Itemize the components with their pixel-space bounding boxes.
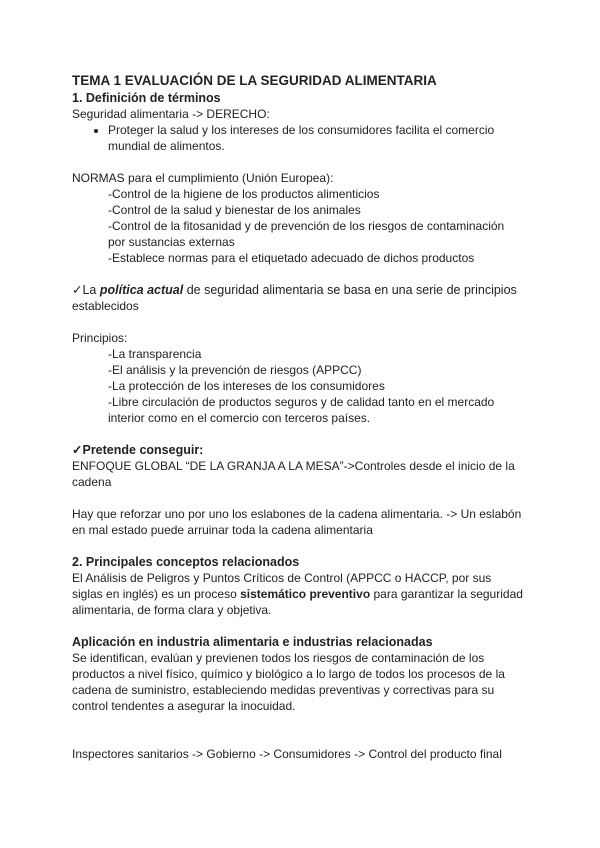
reforzar-line: Hay que reforzar uno por uno los eslabones de la cadena alimentaria. -> Un eslabón: [72, 507, 522, 521]
reforzar-line-cont: en mal estado puede arruinar toda la cadena alimentaria: [72, 523, 373, 537]
aplicacion-line: cadena de suministro, estableciendo medidas preventivas y correctivas para su: [72, 683, 495, 697]
list-item: -La protección de los intereses de los consumidores: [108, 379, 385, 393]
politica-paragraph-cont: establecidos: [72, 299, 139, 313]
document-title: TEMA 1 EVALUACIÓN DE LA SEGURIDAD ALIMENTARIA: [72, 73, 437, 88]
list-item: -Control de la higiene de los productos alimenticios: [108, 187, 380, 201]
list-item: interior como en el comercio con terceros países.: [108, 411, 371, 425]
aplicacion-line: productos a nivel físico, químico y biológico a lo largo de todos los procesos de la: [72, 667, 505, 681]
document-page: [72, 72, 532, 762]
list-item: -La transparencia: [108, 347, 202, 361]
normas-intro: NORMAS para el cumplimiento (Unión Europea):: [72, 171, 334, 185]
bullet-list: [72, 122, 532, 154]
check-icon: ✓: [72, 283, 83, 297]
check-icon: ✓: [72, 443, 83, 457]
aplicacion-line: control tendentes a asegurar la inocuidad.: [72, 699, 296, 713]
list-item: -Control de la salud y bienestar de los animales: [108, 203, 361, 217]
politica-emphasis: política actual: [99, 283, 184, 297]
appcc-line-3: alimentaria, de forma clara y objetiva.: [72, 603, 272, 617]
aplicacion-line: Se identifican, evalúan y previenen todos los riesgos de contaminación de los: [72, 651, 485, 665]
appcc-line-2: siglas en inglés) es un proceso sistemático preventivo para garantizar la seguridad: [72, 587, 523, 601]
aplicacion-heading: Aplicación en industria alimentaria e industrias relacionadas: [72, 635, 433, 649]
enfoque-line: ENFOQUE GLOBAL “DE LA GRANJA A LA MESA”->Controles desde el inicio de la: [72, 459, 515, 473]
list-item: -Control de la fitosanidad y de prevención de los riesgos de contaminación: [108, 219, 505, 233]
section-1-heading: 1. Definición de términos: [72, 91, 221, 105]
principios-list: [72, 346, 532, 426]
list-item: -Establece normas para el etiquetado adecuado de dichos productos: [108, 251, 475, 265]
list-item: -Libre circulación de productos seguros y de calidad tanto en el mercado: [108, 395, 495, 409]
sistematico-emphasis: sistemático preventivo: [240, 587, 371, 601]
seguridad-line: Seguridad alimentaria -> DERECHO:: [72, 107, 270, 121]
principios-intro: Principios:: [72, 331, 128, 345]
normas-list: [72, 186, 532, 266]
list-item: por sustancias externas: [108, 235, 235, 249]
list-item: -El análisis y la prevención de riesgos (APPCC): [108, 363, 362, 377]
final-line: Inspectores sanitarios -> Gobierno -> Consumidores -> Control del producto final: [72, 747, 502, 761]
appcc-line: El Análisis de Peligros y Puntos Críticos de Control (APPCC o HACCP, por sus: [72, 571, 492, 585]
list-item: • Proteger la salud y los intereses de los consumidores facilita el comercio mundial de alimentos.: [108, 122, 532, 154]
enfoque-line-cont: cadena: [72, 475, 112, 489]
politica-paragraph: ✓La política actual de seguridad alimentaria se basa en una serie de principios: [72, 283, 517, 297]
pretende-heading: ✓Pretende conseguir:: [72, 443, 204, 457]
section-2-heading: 2. Principales conceptos relacionados: [72, 555, 300, 569]
